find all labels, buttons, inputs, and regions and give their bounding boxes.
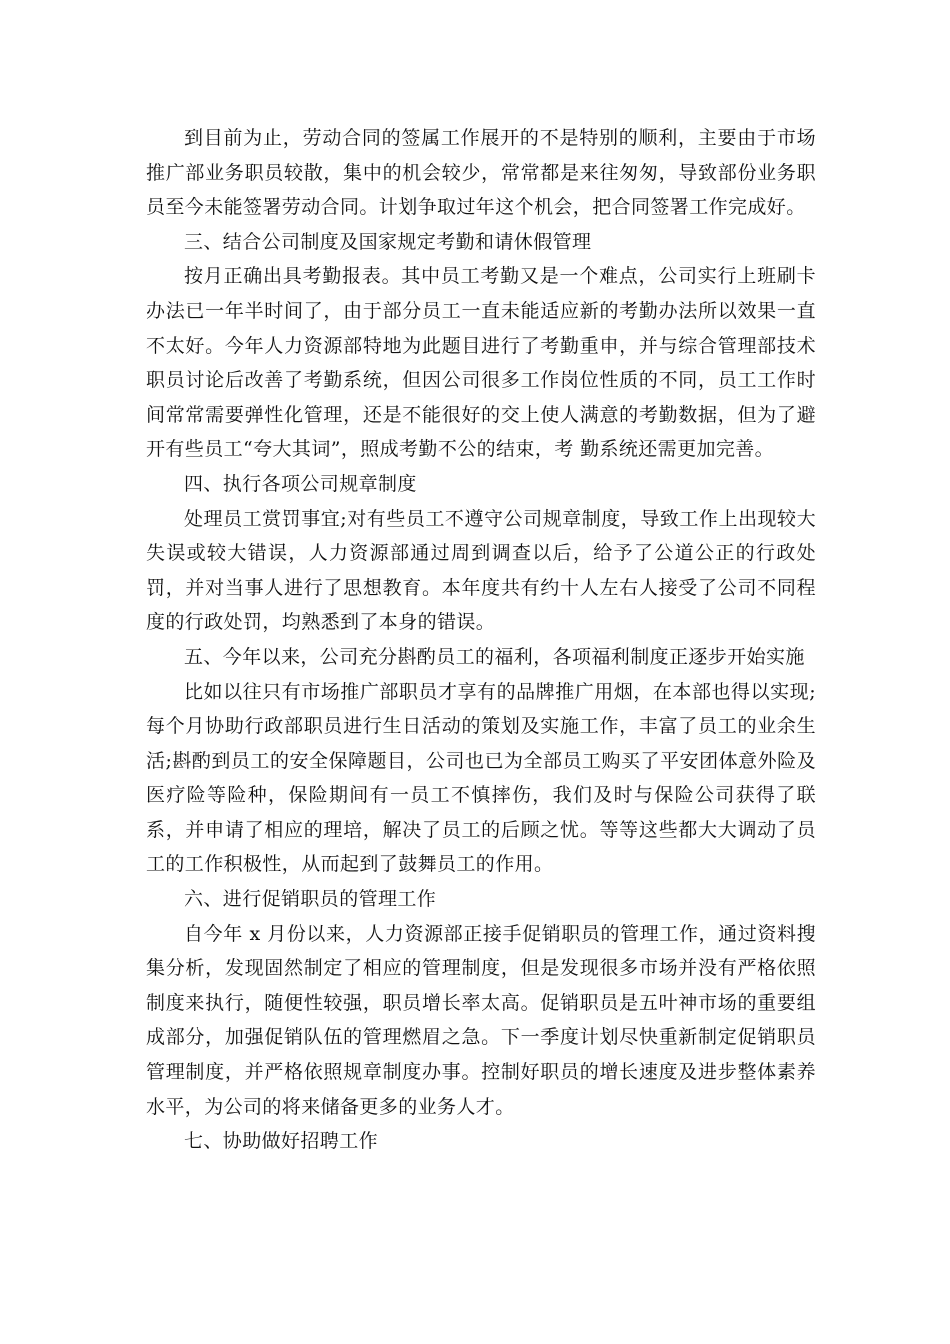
section-heading-rules: 四、执行各项公司规章制度 (184, 472, 417, 495)
paragraph-promoters: 自今年 x 月份以来，人力资源部正接手促销职员的管理工作，通过资料搜集分析，发现固然制定了相应的管理制度，但是发现很多市场并没有严格依照制度来执行，随便性较强，职员增长率太高。促销职员是五叶神市场的重要组成部分，加强促销队伍的管理燃眉之急。下一季度计划尽快重新制定促销职员管理制度，并严格依照规章制度办事。控制好职员的增长速度及进步整体素养水平，为公司的将来储备更多的业务人才。 (146, 922, 816, 1118)
paragraph-welfare: 比如以往只有市场推广部职员才享有的品牌推广用烟，在本部也得以实现;每个月协助行政部职员进行生日活动的策划及实施工作，丰富了员工的业余生活;斟酌到员工的安全保障题目，公司也已为全部员工购买了平安团体意外险及医疗险等险种，保险期间有一员工不慎摔伤，我们及时与保险公司获得了联系，并申请了相应的理培，解决了员工的后顾之忧。等等这些都大大调动了员工的工作积极性，从而起到了鼓舞员工的作用。 (146, 680, 816, 876)
section-heading-recruitment: 七、协助做好招聘工作 (184, 1130, 379, 1153)
paragraph-contract-signing: 到目前为止，劳动合同的签属工作展开的不是特别的顺利，主要由于市场推广部业务职员较散，集中的机会较少，常常都是来往匆匆，导致部份业务职员至今未能签署劳动合同。计划争取过年这个机会，把合同签署工作完成好。 (146, 127, 816, 219)
paragraph-attendance: 按月正确出具考勤报表。其中员工考勤又是一个难点，公司实行上班刷卡办法已一年半时间了，由于部分员工一直未能适应新的考勤办法所以效果一直不太好。今年人力资源部特地为此题目进行了考勤重申，并与综合管理部技术职员讨论后改善了考勤系统，但因公司很多工作岗位性质的不同，员工工作时间常常需要弹性化管理，还是不能很好的交上使人满意的考勤数据，但为了避开有些员工“夸大其词”，照成考勤不公的结束，考 勤系统还需更加完善。 (146, 265, 816, 461)
section-heading-welfare: 五、今年以来，公司充分斟酌员工的福利，各项福利制度正逐步开始实施 (184, 645, 805, 668)
section-heading-attendance: 三、结合公司制度及国家规定考勤和请休假管理 (184, 230, 592, 253)
paragraph-rules: 处理员工赏罚事宜;对有些员工不遵守公司规章制度，导致工作上出现较大失误或较大错误，人力资源部通过周到调查以后，给予了公道公正的行政处罚，并对当事人进行了思想教育。本年度共有约十人左右人接受了公司不同程度的行政处罚，均熟悉到了本身的错误。 (146, 507, 816, 634)
document-body (146, 121, 816, 1159)
section-heading-promoters: 六、进行促销职员的管理工作 (184, 888, 437, 911)
